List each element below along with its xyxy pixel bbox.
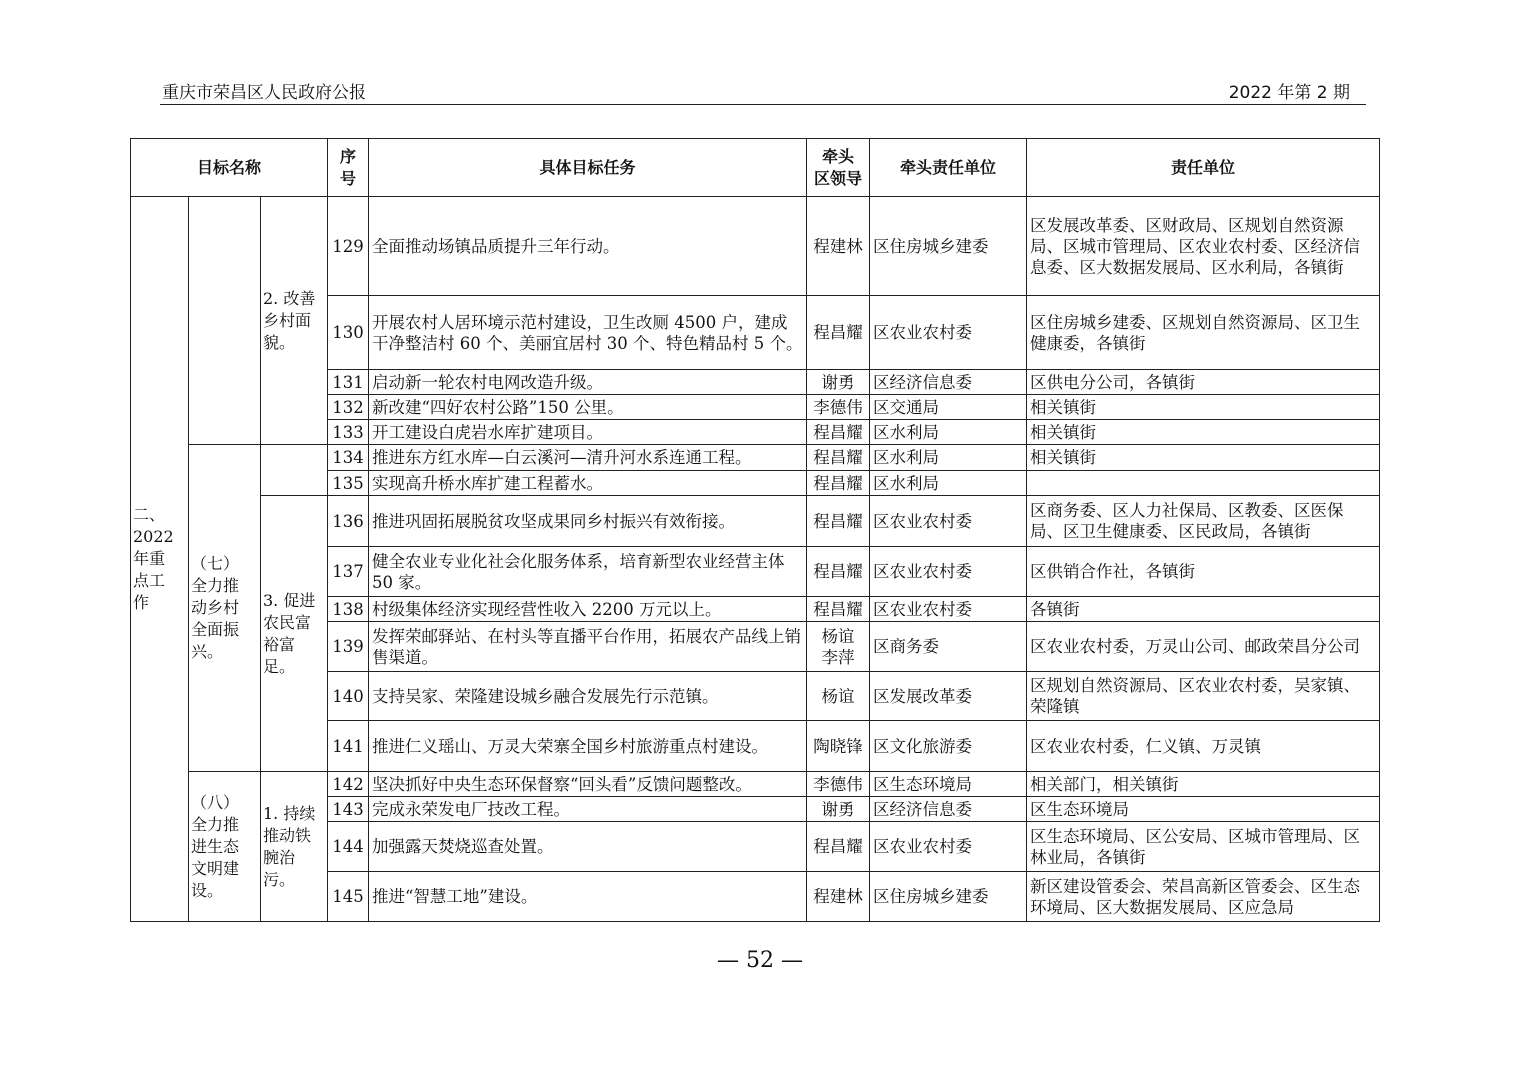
col-goal: 目标名称 <box>131 139 328 197</box>
col-lead-unit: 牵头责任单位 <box>870 139 1027 197</box>
row-lead-unit: 区农业农村委 <box>870 822 1027 872</box>
row-seq: 145 <box>328 872 369 922</box>
row-seq: 136 <box>328 496 369 547</box>
row-leader: 谢勇 <box>807 370 870 395</box>
row-seq: 142 <box>328 772 369 797</box>
row-seq: 141 <box>328 721 369 772</box>
row-leader: 李德伟 <box>807 772 870 797</box>
row-units: 相关镇街 <box>1027 445 1380 471</box>
row-seq: 133 <box>328 420 369 445</box>
row-task: 新改建“四好农村公路”150 公里。 <box>369 395 807 420</box>
row-leader: 程昌耀 <box>807 420 870 445</box>
row-leader: 程昌耀 <box>807 296 870 370</box>
row-leader: 程昌耀 <box>807 445 870 471</box>
row-lead-unit: 区发展改革委 <box>870 672 1027 721</box>
row-units: 区供电分公司，各镇街 <box>1027 370 1380 395</box>
row-units: 相关镇街 <box>1027 420 1380 445</box>
row-task: 启动新一轮农村电网改造升级。 <box>369 370 807 395</box>
row-task: 推进“智慧工地”建设。 <box>369 872 807 922</box>
row-seq: 134 <box>328 445 369 471</box>
task-table <box>130 138 1380 922</box>
row-task: 推进巩固拓展脱贫攻坚成果同乡村振兴有效衔接。 <box>369 496 807 547</box>
row-units: 各镇街 <box>1027 597 1380 622</box>
row-lead-unit: 区农业农村委 <box>870 496 1027 547</box>
row-leader: 程建林 <box>807 197 870 296</box>
row-units: 区农业农村委，仁义镇、万灵镇 <box>1027 721 1380 772</box>
col-units: 责任单位 <box>1027 139 1380 197</box>
row-seq: 140 <box>328 672 369 721</box>
row-lead-unit: 区文化旅游委 <box>870 721 1027 772</box>
row-lead-unit: 区水利局 <box>870 420 1027 445</box>
row-lead-unit: 区水利局 <box>870 445 1027 471</box>
row-seq: 132 <box>328 395 369 420</box>
row-units: 新区建设管委会、荣昌高新区管委会、区生态环境局、区大数据发展局、区应急局 <box>1027 872 1380 922</box>
issue-number: 2022 年第 2 期 <box>1228 83 1350 103</box>
level2-label: （八） 全力推 进生态 文明建 设。 <box>189 772 261 922</box>
row-task: 推进仁义瑶山、万灵大荣寨全国乡村旅游重点村建设。 <box>369 721 807 772</box>
row-units: 区商务委、区人力社保局、区教委、区医保局、区卫生健康委、区民政局，各镇街 <box>1027 496 1380 547</box>
row-leader: 李德伟 <box>807 395 870 420</box>
row-units: 区住房城乡建委、区规划自然资源局、区卫生健康委，各镇街 <box>1027 296 1380 370</box>
row-leader: 杨谊 李萍 <box>807 622 870 672</box>
row-lead-unit: 区农业农村委 <box>870 296 1027 370</box>
table-row <box>131 445 1380 471</box>
row-seq: 138 <box>328 597 369 622</box>
row-lead-unit: 区农业农村委 <box>870 597 1027 622</box>
publication-title: 重庆市荣昌区人民政府公报 <box>162 83 366 103</box>
row-leader: 谢勇 <box>807 797 870 822</box>
row-units <box>1027 471 1380 496</box>
page-header <box>160 76 1366 105</box>
row-task: 完成永荣发电厂技改工程。 <box>369 797 807 822</box>
row-units: 区生态环境局 <box>1027 797 1380 822</box>
row-units: 区生态环境局、区公安局、区城市管理局、区林业局，各镇街 <box>1027 822 1380 872</box>
level2-label: （七） 全力推 动乡村 全面振 兴。 <box>189 445 261 772</box>
row-task: 推进东方红水库—白云溪河—清升河水系连通工程。 <box>369 445 807 471</box>
row-lead-unit: 区农业农村委 <box>870 547 1027 597</box>
row-lead-unit: 区住房城乡建委 <box>870 872 1027 922</box>
row-leader: 程昌耀 <box>807 496 870 547</box>
page-number: — 52 — <box>717 948 803 973</box>
table-header-row <box>131 139 1380 197</box>
row-task: 健全农业专业化社会化服务体系，培育新型农业经营主体 50 家。 <box>369 547 807 597</box>
row-units: 相关部门，相关镇街 <box>1027 772 1380 797</box>
row-task: 实现高升桥水库扩建工程蓄水。 <box>369 471 807 496</box>
row-task: 村级集体经济实现经营性收入 2200 万元以上。 <box>369 597 807 622</box>
row-lead-unit: 区交通局 <box>870 395 1027 420</box>
row-units: 区规划自然资源局、区农业农村委，吴家镇、荣隆镇 <box>1027 672 1380 721</box>
row-task: 全面推动场镇品质提升三年行动。 <box>369 197 807 296</box>
level3-label: 2. 改善 乡村面 貌。 <box>261 197 328 445</box>
row-seq: 139 <box>328 622 369 672</box>
row-seq: 135 <box>328 471 369 496</box>
row-seq: 143 <box>328 797 369 822</box>
row-leader: 程昌耀 <box>807 471 870 496</box>
row-units: 区供销合作社，各镇街 <box>1027 547 1380 597</box>
row-seq: 144 <box>328 822 369 872</box>
row-units: 区农业农村委，万灵山公司、邮政荣昌分公司 <box>1027 622 1380 672</box>
row-leader: 程昌耀 <box>807 597 870 622</box>
row-task: 坚决抓好中央生态环保督察“回头看”反馈问题整改。 <box>369 772 807 797</box>
col-task: 具体目标任务 <box>369 139 807 197</box>
level2-blank <box>189 197 261 445</box>
row-units: 区发展改革委、区财政局、区规划自然资源局、区城市管理局、区农业农村委、区经济信息委、区大数据发展局、区水利局，各镇街 <box>1027 197 1380 296</box>
row-seq: 130 <box>328 296 369 370</box>
level1-label: 二、 2022 年重 点工 作 <box>131 197 189 922</box>
row-task: 加强露天焚烧巡查处置。 <box>369 822 807 872</box>
row-seq: 129 <box>328 197 369 296</box>
row-task: 发挥荣邮驿站、在村头等直播平台作用，拓展农产品线上销售渠道。 <box>369 622 807 672</box>
row-leader: 程建林 <box>807 872 870 922</box>
table-row <box>131 496 1380 547</box>
row-lead-unit: 区经济信息委 <box>870 797 1027 822</box>
row-leader: 程昌耀 <box>807 547 870 597</box>
row-leader: 杨谊 <box>807 672 870 721</box>
row-lead-unit: 区住房城乡建委 <box>870 197 1027 296</box>
level3-label: 3. 促进 农民富 裕富 足。 <box>261 496 328 772</box>
level3-label: 1. 持续 推动铁 腕治 污。 <box>261 772 328 922</box>
row-task: 支持吴家、荣隆建设城乡融合发展先行示范镇。 <box>369 672 807 721</box>
level3-blank <box>261 445 328 496</box>
row-lead-unit: 区生态环境局 <box>870 772 1027 797</box>
col-leader: 牵头 区领导 <box>807 139 870 197</box>
row-seq: 131 <box>328 370 369 395</box>
table-row <box>131 197 1380 296</box>
row-lead-unit: 区经济信息委 <box>870 370 1027 395</box>
row-task: 开展农村人居环境示范村建设，卫生改厕 4500 户，建成干净整洁村 60 个、美丽宜居村 30 个、特色精品村 5 个。 <box>369 296 807 370</box>
row-leader: 陶晓锋 <box>807 721 870 772</box>
row-lead-unit: 区商务委 <box>870 622 1027 672</box>
table-row <box>131 772 1380 797</box>
row-units: 相关镇街 <box>1027 395 1380 420</box>
row-leader: 程昌耀 <box>807 822 870 872</box>
row-task: 开工建设白虎岩水库扩建项目。 <box>369 420 807 445</box>
row-seq: 137 <box>328 547 369 597</box>
col-seq: 序 号 <box>328 139 369 197</box>
row-lead-unit: 区水利局 <box>870 471 1027 496</box>
